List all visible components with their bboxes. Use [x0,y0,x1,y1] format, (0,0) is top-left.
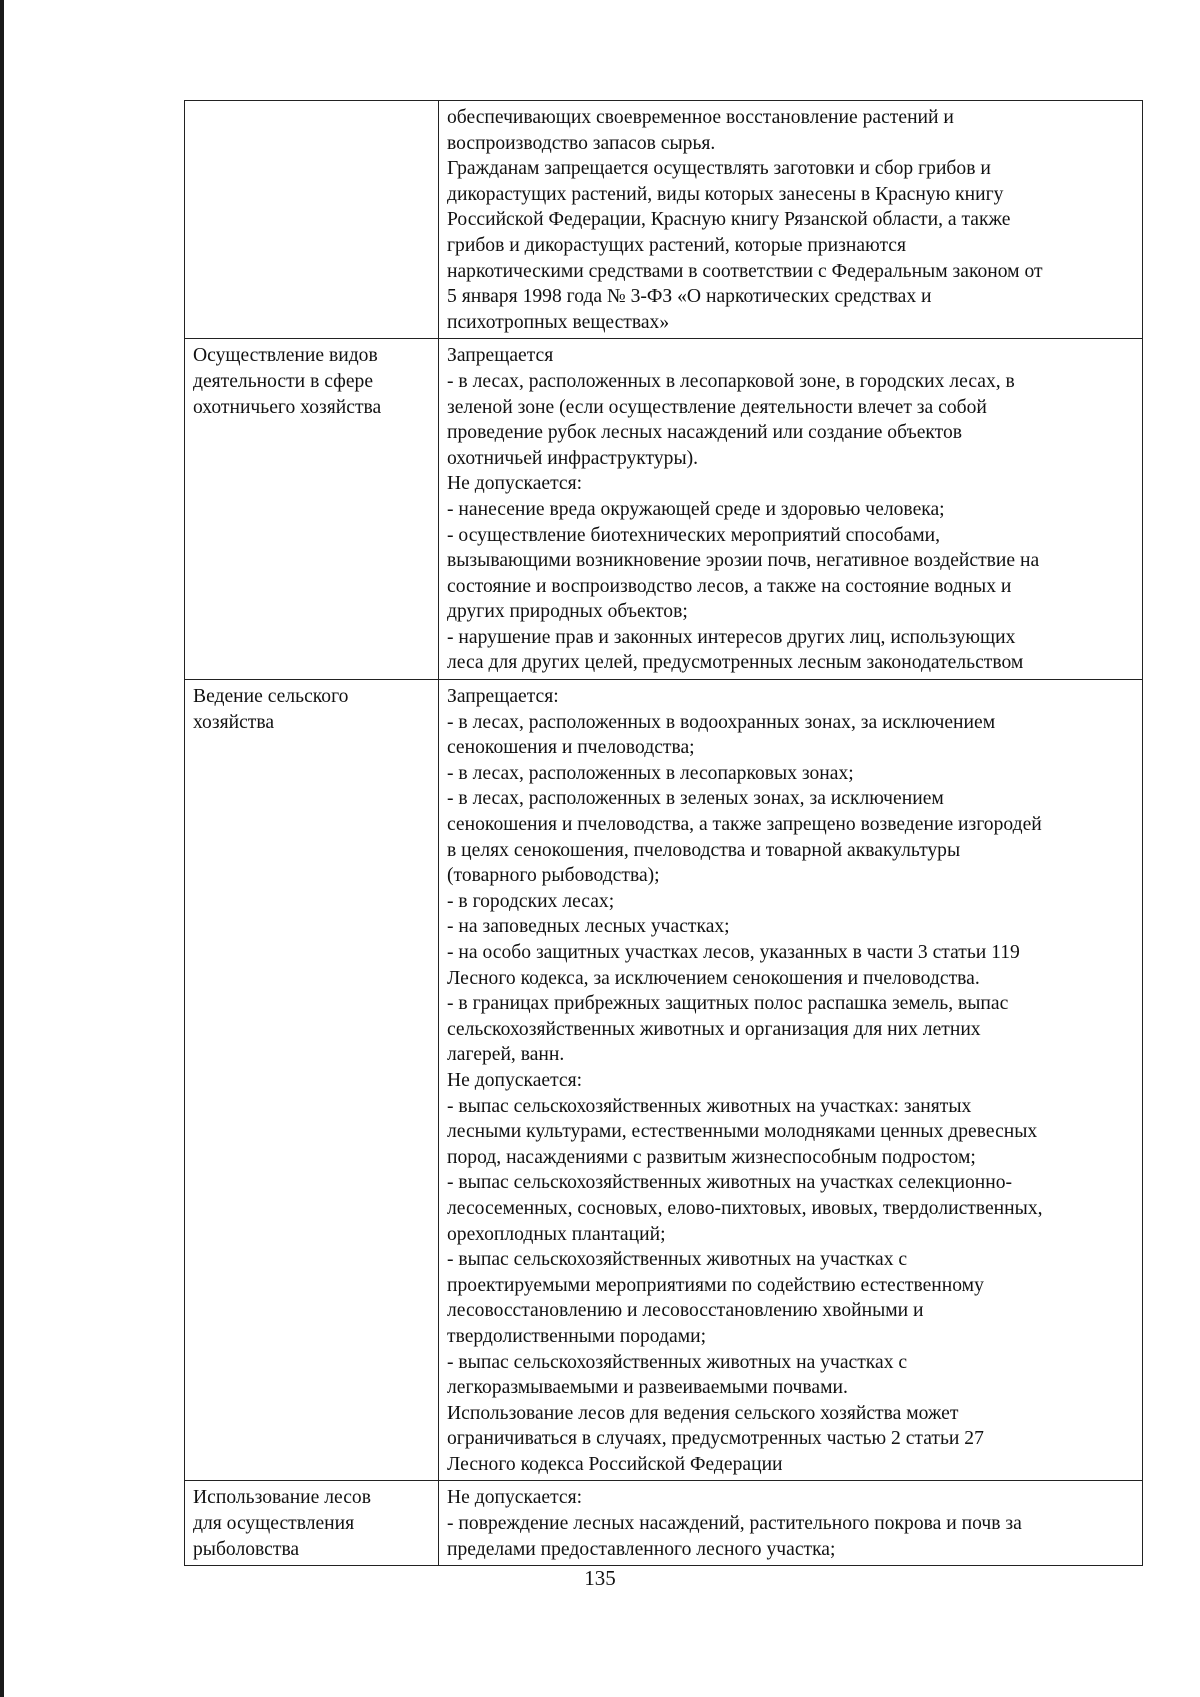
requirements-cell [439,339,1143,680]
requirement-line: Запрещается [447,345,554,367]
activity-line: охотничьего хозяйства [193,396,382,418]
requirement-line: легкоразмываемыми и развеиваемыми почвами. [447,1377,848,1399]
requirement-line: - в лесах, расположенных в водоохранных зонах, за исключением [447,711,996,733]
activity-line: Использование лесов [193,1487,371,1509]
requirement-line: 5 января 1998 года № 3-ФЗ «О наркотических средствах и [447,286,932,308]
requirement-line: Не допускается: [447,1487,583,1509]
requirement-line: орехоплодных плантаций; [447,1223,666,1245]
requirement-line: проектируемыми мероприятиями по содействию естественному [447,1274,984,1296]
requirement-line: наркотическими средствами в соответствии с Федеральным законом от [447,260,1043,282]
activity-line: рыболовства [193,1538,300,1560]
requirement-line: Не допускается: [447,473,583,495]
requirement-line: зеленой зоне (если осуществление деятельности влечет за собой [447,396,987,418]
requirement-line: обеспечивающих своевременное восстановление растений и [447,107,954,128]
requirement-line: лесовосстановлению и лесовосстановлению хвойными и [447,1300,924,1322]
requirement-line: состояние и воспроизводство лесов, а также на состояние водных и [447,575,1012,597]
requirement-line: - выпас сельскохозяйственных животных на участках селекционно- [447,1172,1013,1194]
requirement-line: Использование лесов для ведения сельского хозяйства может [447,1402,959,1424]
table-row [185,101,1143,339]
requirement-line: лагерей, ванн. [447,1044,565,1066]
activity-cell [185,339,439,680]
activity-line: Осуществление видов [193,345,378,367]
activity-line: для осуществления [193,1513,355,1535]
requirement-line: лесосеменных, сосновых, елово-пихтовых, ивовых, твердолиственных, [447,1197,1043,1219]
requirements-cell [439,101,1143,339]
page-number: 135 [584,1566,616,1590]
requirement-line: дикорастущих растений, виды которых занесены в Красную книгу [447,183,1004,205]
requirement-line: лесными культурами, естественными молодняками ценных древесных [447,1121,1038,1143]
requirement-line: - выпас сельскохозяйственных животных на участках: занятых [447,1095,972,1117]
requirement-line: - выпас сельскохозяйственных животных на участках с [447,1351,908,1373]
requirement-line: Не допускается: [447,1069,583,1091]
activity-line: хозяйства [193,711,275,733]
requirement-line: - в лесах, расположенных в лесопарковых зонах; [447,762,854,784]
requirement-line: в целях сенокошения, пчеловодства и товарной аквакультуры [447,839,961,861]
requirement-line: - нанесение вреда окружающей среде и здоровью человека; [447,498,945,520]
requirement-line: грибов и дикорастущих растений, которые признаются [447,234,906,256]
activity-cell [185,1481,439,1566]
requirement-line: твердолиственными породами; [447,1325,707,1347]
regulations-table [184,100,1143,1566]
scan-edge [0,0,4,1697]
requirement-line: Лесного кодекса, за исключением сенокошения и пчеловодства. [447,967,980,989]
requirement-line: охотничьей инфраструктуры). [447,447,699,469]
requirement-line: - осуществление биотехнических мероприятий способами, [447,524,941,546]
requirement-line: ограничиваться в случаях, предусмотренных частью 2 статьи 27 [447,1428,984,1450]
activity-line: деятельности в сфере [193,370,374,392]
table-body [185,101,1143,1566]
requirement-line: Запрещается: [447,686,559,708]
requirement-line: Лесного кодекса Российской Федерации [447,1453,783,1475]
requirement-line: воспроизводство запасов сырья. [447,132,716,154]
requirement-line: Гражданам запрещается осуществлять заготовки и сбор грибов и [447,158,991,180]
requirements-cell [439,680,1143,1481]
requirement-line: - нарушение прав и законных интересов других лиц, использующих [447,626,1016,648]
requirement-line: - в городских лесах; [447,890,615,912]
requirement-line: психотропных веществах» [447,311,670,333]
requirement-line: - в лесах, расположенных в зеленых зонах, за исключением [447,788,944,810]
activity-cell [185,101,439,339]
requirement-line: - в лесах, расположенных в лесопарковой зоне, в городских лесах, в [447,370,1015,392]
requirement-line: пределами предоставленного лесного участка; [447,1538,836,1560]
requirement-line: - выпас сельскохозяйственных животных на участках с [447,1249,908,1271]
requirement-line: - повреждение лесных насаждений, растительного покрова и почв за [447,1513,1022,1535]
requirement-line: вызывающими возникновение эрозии почв, негативное воздействие на [447,550,1040,572]
table-row [185,339,1143,680]
requirement-line: леса для других целей, предусмотренных лесным законодательством [447,652,1024,674]
table-row [185,680,1143,1481]
requirement-line: проведение рубок лесных насаждений или создание объектов [447,422,963,444]
requirement-line: пород, насаждениями с развитым жизнеспособным подростом; [447,1146,976,1168]
requirement-line: - на особо защитных участках лесов, указанных в части 3 статьи 119 [447,942,1020,963]
requirement-line: (товарного рыбоводства); [447,865,660,887]
requirement-line: сенокошения и пчеловодства, а также запрещено возведение изгородей [447,814,1042,836]
requirement-line: сельскохозяйственных животных и организация для них летних [447,1018,981,1040]
activity-line: Ведение сельского [193,686,349,708]
requirement-line: - на заповедных лесных участках; [447,916,730,938]
requirement-line: Российской Федерации, Красную книгу Рязанской области, а также [447,209,1011,231]
table-row [185,1481,1143,1566]
requirement-line: сенокошения и пчеловодства; [447,737,695,759]
requirements-cell [439,1481,1143,1566]
requirement-line: - в границах прибрежных защитных полос распашка земель, выпас [447,993,1009,1015]
activity-cell [185,680,439,1481]
requirement-line: других природных объектов; [447,601,688,623]
